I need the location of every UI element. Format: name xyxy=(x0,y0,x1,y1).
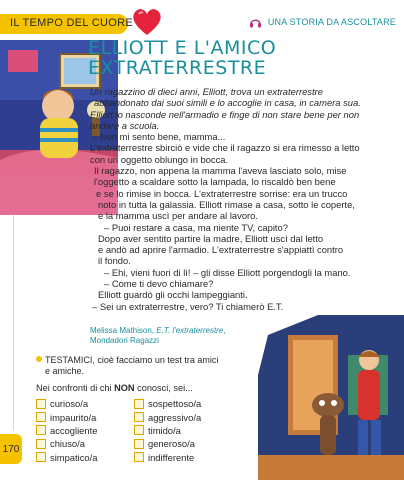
illustration-et-closet xyxy=(258,315,404,480)
question-emphasis: NON xyxy=(114,383,135,393)
option-label: impaurito/a xyxy=(50,411,97,423)
intro-line: Elliott lo nasconde nell'armadio e finge di non stare bene per non xyxy=(90,108,360,120)
story-line: e andò ad aprire l'armadio. L'extraterrestre s'appiattì contro xyxy=(98,244,344,256)
story-line: Elliott guardò gli occhi lampeggianti. xyxy=(98,289,248,301)
story-line: il fondo. xyxy=(98,255,131,267)
question-text: conosci, sei... xyxy=(134,383,193,393)
option-item[interactable] xyxy=(36,410,97,423)
heart-icon xyxy=(130,6,164,38)
option-label: sospettoso/a xyxy=(148,398,202,410)
test-heading-text-2: e amiche. xyxy=(45,366,85,376)
option-label: chiuso/a xyxy=(50,438,85,450)
citation: Melissa Mathison, E.T. l'extraterrestre, Mondadori Ragazzi xyxy=(90,326,226,345)
intro-line: abbandonato dai suoi simili e lo accoglie in casa, in camera sua. xyxy=(94,97,361,109)
bullet-dot xyxy=(36,356,42,362)
audio-label: UNA STORIA DA ASCOLTARE xyxy=(267,17,396,27)
story-body xyxy=(90,86,396,312)
option-item[interactable] xyxy=(134,424,201,437)
story-line: – Come ti devo chiamare? xyxy=(104,278,214,290)
story-line: con un oggetto oblungo in bocca. xyxy=(90,153,229,165)
option-label: indifferente xyxy=(148,451,195,463)
option-item[interactable] xyxy=(36,397,97,410)
story-line: noto in tutta la galassia. Elliott rimase a casa, sotto le coperte, xyxy=(98,198,355,210)
option-item[interactable] xyxy=(134,451,201,464)
checkbox[interactable] xyxy=(134,412,144,422)
story-line: l'oggetto a scaldare sotto la lampada, lo riscaldò ben bene xyxy=(94,176,336,188)
test-heading xyxy=(36,355,218,377)
page-number: 170 xyxy=(0,434,22,464)
option-label: generoso/a xyxy=(148,438,195,450)
headphones-icon xyxy=(249,16,262,28)
section-label: IL TEMPO DEL CUORE xyxy=(10,17,133,29)
checkbox[interactable] xyxy=(134,452,144,462)
option-item[interactable] xyxy=(134,397,201,410)
option-label: curioso/a xyxy=(50,398,89,410)
story-line: Dopo aver sentito partire la madre, Elliott uscì dal letto xyxy=(98,232,324,244)
option-label: timido/a xyxy=(148,424,181,436)
option-item[interactable] xyxy=(36,451,97,464)
checkbox[interactable] xyxy=(36,399,46,409)
options-left xyxy=(36,397,97,464)
intro-line: Un ragazzino di dieci anni, Elliott, trova un extraterrestre xyxy=(90,86,323,97)
intro-line: andare a scuola. xyxy=(90,119,160,131)
option-item[interactable] xyxy=(36,437,97,450)
story-title xyxy=(88,38,388,78)
story-line: – Puoi restare a casa, ma niente TV, capito? xyxy=(104,221,288,233)
checkbox[interactable] xyxy=(134,399,144,409)
option-label: aggressivo/a xyxy=(148,411,202,423)
checkbox[interactable] xyxy=(36,439,46,449)
option-item[interactable] xyxy=(36,424,97,437)
audio-link[interactable] xyxy=(249,16,396,28)
story-line: – Ehi, vieni fuori di lì! – gli disse Elliott porgendogli la mano. xyxy=(104,266,351,278)
story-line: – Non mi sento bene, mamma... xyxy=(92,131,226,143)
citation-work: E.T. l'extraterrestre xyxy=(156,326,224,335)
section-tab xyxy=(0,14,133,34)
story-line: – Sei un extraterrestre, vero? Ti chiamerò E.T. xyxy=(92,300,284,312)
story-line: e la mamma uscì per andare al lavoro. xyxy=(98,210,258,222)
option-item[interactable] xyxy=(134,437,201,450)
option-item[interactable] xyxy=(134,410,201,423)
checkbox[interactable] xyxy=(134,439,144,449)
title-line: ELLIOTT E L'AMICO xyxy=(88,37,277,59)
story-line: L'extraterrestre sbirciò e vide che il ragazzo si era rimesso a letto xyxy=(90,142,360,154)
option-label: accogliente xyxy=(50,424,98,436)
test-question xyxy=(36,383,193,393)
test-heading-text: TESTAMICI, cioè facciamo un test tra amici xyxy=(45,355,219,365)
checkbox[interactable] xyxy=(36,412,46,422)
checkbox[interactable] xyxy=(36,452,46,462)
story-line: e se lo rimise in bocca. L'extraterrestre sorrise: era un trucco xyxy=(96,187,348,199)
options-right xyxy=(134,397,201,464)
title-line: EXTRATERRESTRE xyxy=(88,57,267,79)
checkbox[interactable] xyxy=(36,425,46,435)
story-line: Il ragazzo, non appena la mamma l'aveva lasciato solo, mise xyxy=(94,165,347,177)
question-text: Nei confronti di chi xyxy=(36,383,115,393)
citation-publisher: Mondadori Ragazzi xyxy=(90,336,159,345)
option-label: simpatico/a xyxy=(50,451,98,463)
citation-author: Melissa Mathison, xyxy=(90,326,157,335)
checkbox[interactable] xyxy=(134,425,144,435)
